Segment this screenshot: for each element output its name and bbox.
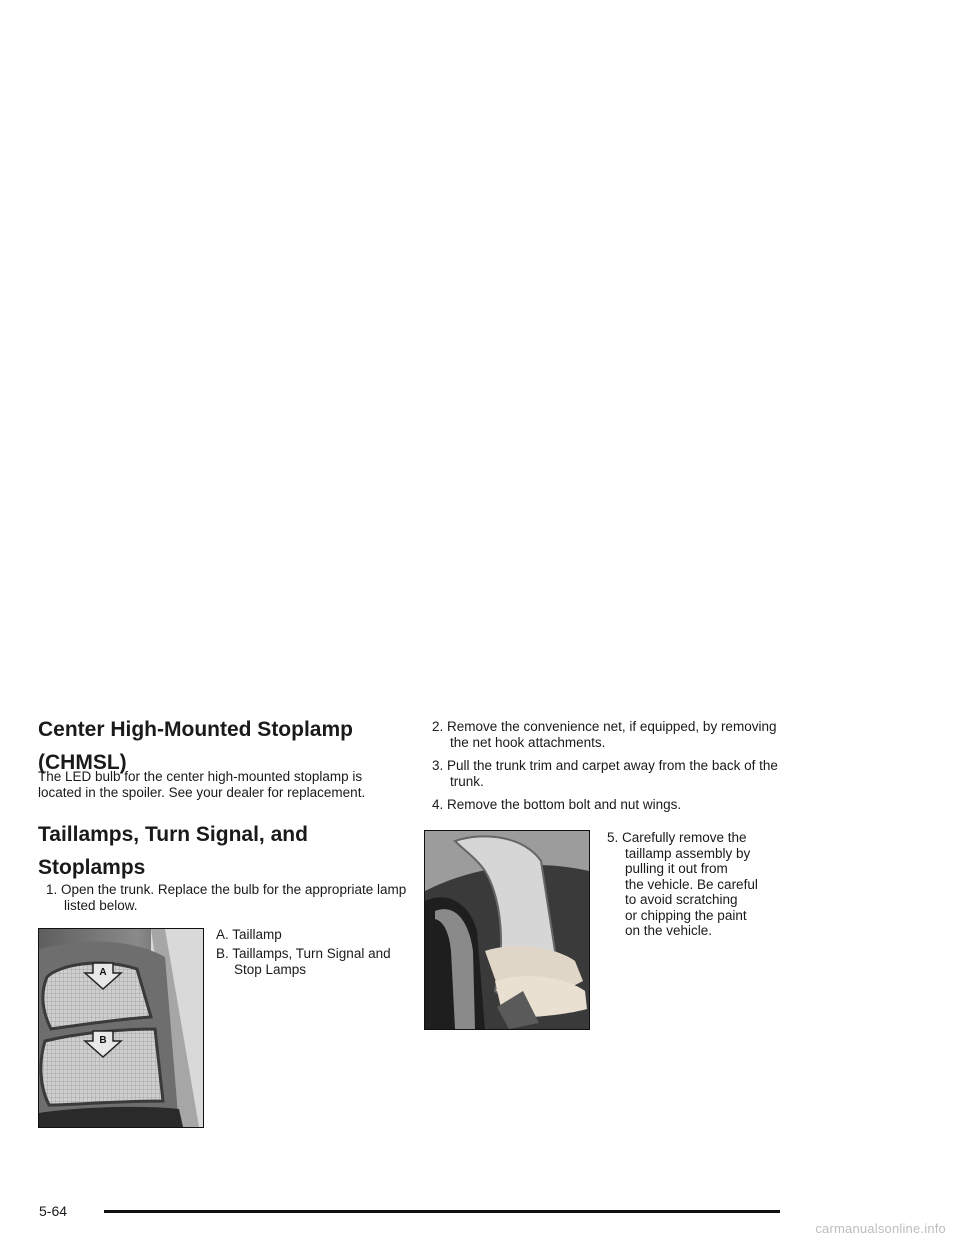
- trunk-illustration: [425, 831, 589, 1029]
- step-5-line-7: on the vehicle.: [625, 923, 713, 938]
- taillamp-photo: [38, 928, 204, 1128]
- chmsl-heading-line1: Center High-Mounted Stoplamp: [38, 718, 353, 741]
- callout-a: A. Taillamp: [216, 927, 282, 942]
- step-5-line-4: the vehicle. Be careful: [625, 876, 758, 892]
- step-5: [607, 830, 807, 939]
- trunk-photo: [424, 830, 590, 1030]
- photo-label-a: A: [99, 967, 107, 978]
- taillamp-heading-line1: Taillamps, Turn Signal, and: [38, 823, 308, 846]
- taillamp-illustration: [39, 929, 203, 1127]
- step-5-line-5: to avoid scratching: [625, 892, 738, 907]
- step-1: 1. Open the trunk. Replace the bulb for the appropriate lamp listed below.: [46, 882, 407, 913]
- watermark: carmanualsonline.info: [815, 1221, 946, 1236]
- footer-rule: [104, 1210, 780, 1213]
- step-2: 2. Remove the convenience net, if equipped, by removing the net hook attachments.: [432, 719, 777, 750]
- callout-b: B. Taillamps, Turn Signal and Stop Lamps: [216, 946, 391, 977]
- page-number: 5-64: [39, 1203, 68, 1219]
- step-4: 4. Remove the bottom bolt and nut wings.: [432, 797, 682, 812]
- taillamp-heading: [38, 818, 398, 884]
- photo-label-b: B: [99, 1035, 107, 1046]
- step-5-line-6: or chipping the paint: [625, 907, 747, 923]
- step-5-line-1: 5. Carefully remove the: [607, 830, 747, 845]
- chmsl-heading-line2: (CHMSL): [38, 751, 127, 774]
- step-3: 3. Pull the trunk trim and carpet away from the back of the trunk.: [432, 758, 778, 789]
- chmsl-paragraph: The LED bulb for the center high-mounted stoplamp is located in the spoiler. See your dealer for replacement.: [38, 769, 366, 800]
- step-5-line-3: pulling it out from: [625, 861, 728, 876]
- taillamp-heading-line2: Stoplamps: [38, 856, 146, 879]
- step-5-line-2: taillamp assembly by: [625, 845, 751, 861]
